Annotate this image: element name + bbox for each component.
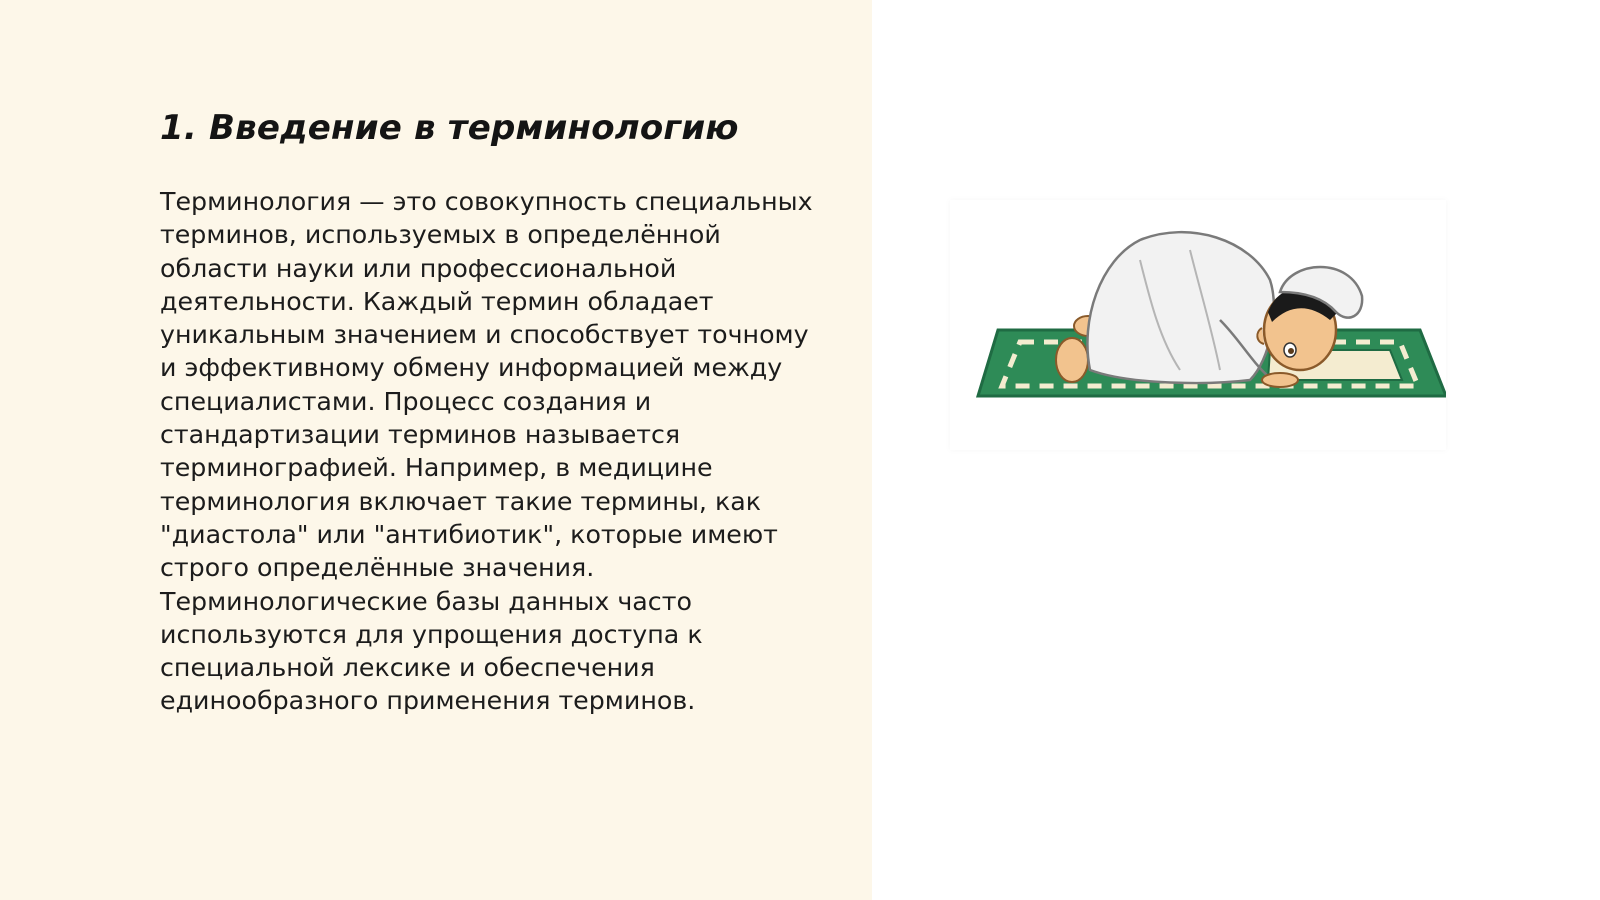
slide-body-text bbox=[160, 185, 840, 718]
body-line: используются для упрощения доступа к bbox=[160, 619, 703, 649]
body-line: единообразного применения терминов. bbox=[160, 686, 696, 716]
foot bbox=[1056, 338, 1088, 382]
robe bbox=[1087, 232, 1273, 383]
body-line: деятельности. Каждый термин обладает bbox=[160, 286, 714, 316]
body-line: Терминологические базы данных часто bbox=[160, 586, 692, 616]
body-line: специалистами. Процесс создания и bbox=[160, 386, 652, 416]
body-line: терминов, используемых в определённой bbox=[160, 220, 721, 250]
body-line: Терминология — это совокупность специальных bbox=[160, 187, 813, 216]
body-line: терминология включает такие термины, как bbox=[160, 486, 762, 516]
body-line: стандартизации терминов называется bbox=[160, 420, 681, 450]
body-line: уникальным значением и способствует точному bbox=[160, 320, 809, 350]
body-line: терминографией. Например, в медицине bbox=[160, 453, 713, 483]
body-line: строго определённые значения. bbox=[160, 553, 595, 583]
body-line: области науки или профессиональной bbox=[160, 253, 677, 283]
right-panel bbox=[872, 0, 1600, 900]
body-line: специальной лексике и обеспечения bbox=[160, 653, 655, 683]
praying-boy-illustration bbox=[950, 200, 1446, 450]
slide-title: 1. Введение в терминологию bbox=[160, 108, 739, 148]
pupil bbox=[1288, 348, 1294, 354]
body-line: "диастола" или "антибиотик", которые имеют bbox=[160, 519, 778, 549]
praying-boy-on-rug-icon bbox=[950, 200, 1446, 450]
hand bbox=[1262, 373, 1298, 387]
body-line: и эффективному обмену информацией между bbox=[160, 353, 783, 383]
